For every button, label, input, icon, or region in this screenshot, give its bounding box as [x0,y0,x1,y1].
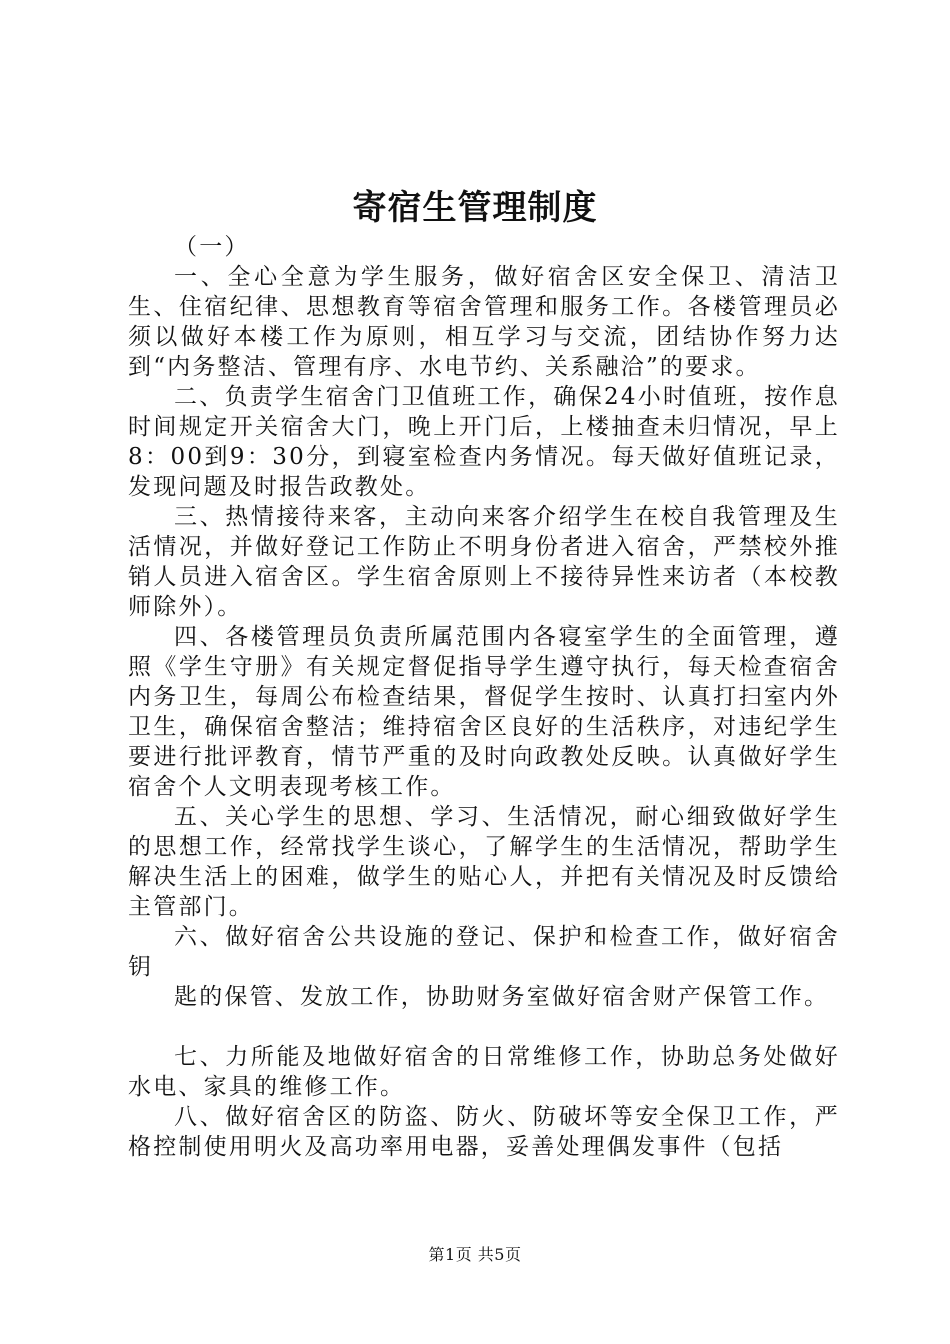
section-label: （一） [174,234,250,260]
paragraph-6: 六、做好宿舍公共设施的登记、保护和检查工作，做好宿舍钥 [128,924,840,980]
paragraph-1: 一、全心全意为学生服务，做好宿舍区安全保卫、清洁卫生、住宿纪律、思想教育等宿舍管理和服务工作。各楼管理员必须以做好本楼工作为原则，相互学习与交流，团结协作努力达到“内务整洁、管理有序、水电节约、关系融洽”的要求。 [128,264,840,380]
paragraph-4: 四、各楼管理员负责所属范围内各寝室学生的全面管理，遵照《学生守册》有关规定督促指导学生遵守执行，每天检查宿舍内务卫生，每周公布检查结果，督促学生按时、认真打扫室内外卫生，确保宿舍整洁；维持宿舍区良好的生活秩序，对违纪学生要进行批评教育，情节严重的及时向政教处反映。认真做好学生宿舍个人文明表现考核工作。 [128,624,840,800]
paragraph-5: 五、关心学生的思想、学习、生活情况，耐心细致做好学生的思想工作，经常找学生谈心，了解学生的生活情况，帮助学生解决生活上的困难，做学生的贴心人，并把有关情况及时反馈给主管部门。 [128,804,840,920]
paragraph-6-continued: 匙的保管、发放工作，协助财务室做好宿舍财产保管工作。 [174,984,830,1010]
blank-line [128,1012,840,1042]
page-number-footer: 第1页 共5页 [428,1245,522,1264]
document-body [128,232,840,1162]
paragraph-8: 八、做好宿舍区的防盗、防火、防破坏等安全保卫工作，严格控制使用明火及高功率用电器，妥善处理偶发事件（包括 [128,1104,840,1160]
paragraph-7: 七、力所能及地做好宿舍的日常维修工作，协助总务处做好水电、家具的维修工作。 [128,1044,840,1100]
paragraph-2: 二、负责学生宿舍门卫值班工作，确保24小时值班，按作息时间规定开关宿舍大门，晚上开门后，上楼抽查未归情况，早上8：00到9：30分，到寝室检查内务情况。每天做好值班记录，发现问题及时报告政教处。 [128,384,840,500]
document-title: 寄宿生管理制度 [352,188,598,228]
paragraph-3: 三、热情接待来客，主动向来客介绍学生在校自我管理及生活情况，并做好登记工作防止不明身份者进入宿舍，严禁校外推销人员进入宿舍区。学生宿舍原则上不接待异性来访者（本校教师除外）。 [128,504,840,620]
